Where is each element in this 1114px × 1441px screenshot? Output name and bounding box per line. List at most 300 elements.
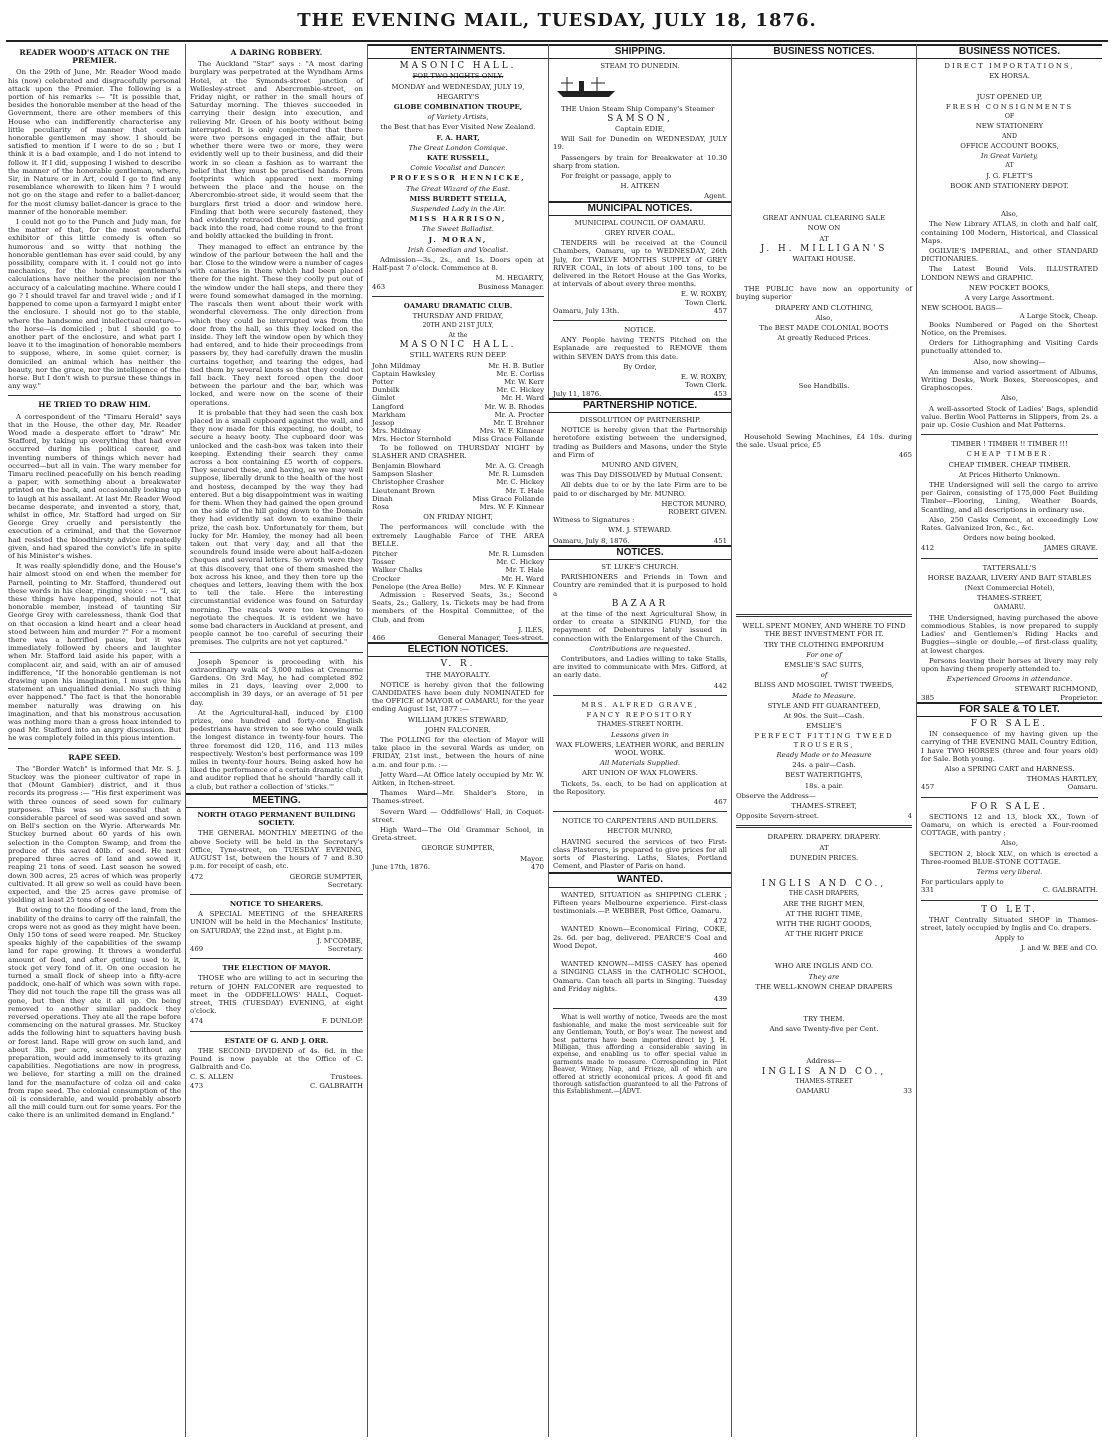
- section-header-shipping: SHIPPING.: [549, 44, 731, 59]
- ad-line: WILLIAM JUKES STEWARD,: [407, 715, 509, 724]
- section-header-business-notices: BUSINESS NOTICES.: [732, 44, 916, 59]
- ad-line: J. G. FLETT'S: [986, 171, 1033, 180]
- cast-list: [372, 362, 544, 444]
- ad-title: TATTERSALL'S: [982, 563, 1037, 572]
- ad-line: Opposite Severn-street.: [736, 812, 819, 821]
- ad-number: 470: [530, 862, 544, 871]
- ad-body: OGILVIE'S IMPERIAL, and other STANDARD DICTIONARIES.: [921, 247, 1098, 264]
- ad-line: OAMARU: [796, 1087, 830, 1096]
- ad-line: Suspended Lady in the Air.: [410, 205, 506, 214]
- ad-signature: GEORGE SUMPTER,: [289, 872, 363, 881]
- ad-line: The BEST MADE COLONIAL BOOTS: [759, 324, 889, 333]
- ad-line: AT: [1005, 162, 1014, 170]
- ad-signature-row: [190, 1073, 363, 1081]
- cast-actor: Miss Grace Follande: [472, 435, 544, 444]
- ad-line: HORSE BAZAAR, LIVERY AND BAIT STABLES: [927, 573, 1092, 582]
- ad-number: 467: [713, 798, 727, 807]
- divider: [921, 434, 1098, 435]
- ad-signature: ROBERT GIVEN.: [668, 507, 727, 516]
- ad-body: Books Numbered or Paged on the Shortest Notice, on the Premises.: [921, 320, 1098, 337]
- ad-line: NEW SCHOOL BAGS—: [921, 304, 1003, 313]
- ad-body: A SPECIAL MEETING of the SHEARERS UNION will be held in the Mechanics' Institute, on SATURDAY, the 22nd inst., at Eight p.m.: [190, 910, 363, 935]
- divider: [8, 748, 181, 749]
- cast-role: Mrs. Hector Sternhold: [372, 435, 452, 444]
- divider: [553, 320, 727, 321]
- ad-signature-title: Agent.: [704, 192, 727, 201]
- ad-line: Made to Measure.: [792, 691, 856, 700]
- ad-number: 412: [921, 544, 935, 553]
- page-columns: [4, 44, 1108, 1437]
- ad-number: 466: [372, 634, 386, 642]
- ad-title: THE MAYORALTY.: [425, 670, 491, 679]
- cast-actor: Mr. C. Hickey: [496, 558, 544, 567]
- ad-title: MUNICIPAL COUNCIL OF OAMARU.: [574, 218, 706, 227]
- cast-row: [372, 503, 544, 511]
- ad-line: NEW POCKET BOOKS,: [968, 283, 1051, 292]
- ad-signature-title: Secretary.: [327, 880, 363, 889]
- blank-space: [736, 864, 912, 878]
- ad-line: BLISS AND MOSGIEL TWIST TWEEDS,: [754, 681, 894, 690]
- ad-title: GREAT ANNUAL CLEARING SALE: [762, 214, 886, 223]
- ad-signature: JAMES GRAVE.: [1043, 544, 1098, 553]
- ad-line: TRY THE CLOTHING EMPORIUM: [764, 640, 884, 649]
- divider: [921, 797, 1098, 798]
- ad-signature: E. W. ROXBY,: [680, 373, 727, 382]
- ad-title: MASONIC HALL.: [399, 61, 517, 72]
- ad-body: WANTED Known—Economical Firing, COKE, 2s. 6d. per bag, delivered. PEARCE'S Coal and Wood Depot.: [553, 925, 727, 950]
- ad-body: Household Sewing Machines, £4 10s. during the sale. Usual price, £5: [736, 432, 912, 449]
- cast-role: Tosser: [372, 558, 395, 567]
- ad-line: JUST OPENED UP,: [976, 92, 1043, 101]
- cast-role: Crocker: [372, 574, 401, 583]
- ad-body: The performances will conclude with the extremely Laughable Farce of THE AREA BELLE.: [372, 523, 544, 548]
- ad-body: HAVING secured the services of two First-class Plasterers, is prepared to give prices for all sorts of Plastering. Laths, Slates, Portland Cement, and Plaster of Paris on hand.: [553, 837, 727, 871]
- cast-role: Dunbilk: [372, 386, 400, 395]
- cast-row: [372, 362, 544, 370]
- ad-line: Also a SPRING CART and HARNESS.: [944, 765, 1075, 774]
- ad-title: STEAM TO DUNEDIN.: [600, 62, 680, 71]
- cast-actor: Mr. A. G. Creagh: [485, 461, 544, 470]
- ad-signature-row: [553, 537, 727, 545]
- ad-body: For freight or passage, apply to: [561, 172, 672, 181]
- ad-number: 442: [713, 681, 727, 690]
- ad-line: SAMSON,: [607, 113, 673, 124]
- ad-body: Tickets, 5s. each, to be had on application at the Repository.: [553, 779, 727, 796]
- cast-role: Benjamin Blowhard: [372, 461, 441, 470]
- section-header-notices: NOTICES.: [549, 545, 731, 560]
- cast-actor: Mr. E. Corliss: [496, 369, 544, 378]
- ad-body: WANTED, SITUATION as SHIPPING CLERK ; Fifteen years Melbourne experience. First-class testimonials.—P. WEBBER, Post Office, Oamaru.: [553, 890, 727, 916]
- ad-signature-title: Town Clerk.: [685, 381, 727, 390]
- ad-line: of Variety Artists,: [427, 113, 489, 122]
- ad-signature: THOMAS HARTLEY,: [1026, 775, 1098, 784]
- cast-actor: Mr. C. Hickey: [496, 386, 544, 395]
- cast-row: [372, 427, 544, 435]
- divider: [553, 695, 727, 696]
- section-header-election-notices: ELECTION NOTICES.: [368, 642, 548, 657]
- ad-signature-title: Business Manager.: [478, 282, 544, 291]
- ad-title: MRS. ALFRED GRAVE,: [581, 700, 699, 709]
- ad-line: AT: [819, 234, 829, 243]
- section-header-entertainments: ENTERTAINMENTS.: [368, 44, 548, 59]
- ad-line: Observe the Address—: [736, 791, 816, 800]
- cast-actor: Mr. R. Lumsden: [488, 549, 544, 558]
- ad-line: PROFESSOR HENNICKE,: [390, 174, 526, 183]
- ad-line: MASONIC HALL.: [399, 340, 517, 351]
- ad-title: NOTICE.: [624, 326, 656, 335]
- ad-signature-row: [921, 886, 1098, 894]
- ad-number: 472: [190, 872, 204, 881]
- column-3: [368, 44, 549, 1437]
- ad-signature: HECTOR MUNRO,: [661, 499, 727, 508]
- ad-signature-row: [190, 873, 363, 881]
- cast-row: [372, 566, 544, 574]
- divider: [190, 958, 363, 959]
- column-2: [186, 44, 368, 1437]
- ad-title: NOTICE TO CARPENTERS AND BUILDERS.: [561, 817, 719, 826]
- ad-body: To be followed on THURSDAY NIGHT by SLASHER AND CRASHER.: [372, 443, 544, 460]
- ad-line: The Great London Comique.: [408, 143, 508, 152]
- ad-line: (Next Commercial Hotel),: [964, 583, 1055, 592]
- ad-signature-title: Proprietor.: [1060, 693, 1098, 702]
- cast-role: Mrs. Mildmay: [372, 427, 421, 436]
- ad-line: THURSDAY AND FRIDAY,: [412, 312, 504, 321]
- ad-line: ON FRIDAY NIGHT,: [423, 513, 493, 522]
- cast-role: Jessop: [372, 418, 395, 427]
- ad-signature-row: [553, 390, 727, 398]
- ad-signature-row: [372, 283, 544, 291]
- divider: [736, 825, 912, 828]
- section-header-wanted: WANTED.: [549, 872, 731, 887]
- ad-number: 453: [713, 389, 727, 398]
- section-header-for-sale: FOR SALE & TO LET.: [917, 702, 1102, 717]
- ad-signature: C. S. ALLEN: [190, 1073, 234, 1082]
- ad-number: 474: [190, 1017, 204, 1026]
- ad-title: DISSOLUTION OF PARTNERSHIP.: [579, 415, 701, 424]
- ad-signature: J. and W. BEE and CO.: [1020, 944, 1098, 953]
- ad-title: NOTICE TO SHEARERS.: [229, 899, 324, 908]
- ad-line: THAMES-STREET NORTH.: [596, 721, 684, 729]
- ad-line: AT THE RIGHT TIME,: [785, 909, 863, 918]
- ad-title: TO LET.: [981, 904, 1038, 915]
- ad-signature-row: [921, 544, 1098, 552]
- masthead: [6, 0, 1108, 42]
- ad-line: HEGARTY'S: [436, 92, 480, 101]
- ad-number: 331: [921, 886, 935, 895]
- cast-actor: Mr. H. Ward: [501, 574, 544, 583]
- ad-line: HECTOR MUNRO,: [607, 827, 673, 836]
- article-heading: READER WOOD'S ATTACK ON THE PREMIER.: [19, 48, 170, 66]
- ad-line: OFFICE ACCOUNT BOOKS,: [960, 142, 1059, 151]
- ad-body: THE Union Steam Ship Company's Steamer: [561, 104, 715, 113]
- section-header-meeting: MEETING.: [186, 793, 367, 808]
- ad-title: THE ELECTION OF MAYOR.: [222, 964, 331, 973]
- ad-body: The POLLING for the election of Mayor will take place in the several Wards as under, on FRIDAY, 21st inst., between the hours of nine a.m. and four p.m. :—: [372, 736, 544, 769]
- cast-row: [372, 575, 544, 583]
- ad-body: WANTED KNOWN—MISS CASEY has opened a SINGING CLASS in the CATHOLIC SCHOOL, Oamaru. Can teach all parts in Singing. Tuesday and Friday nights.: [553, 960, 727, 993]
- ad-line: MONDAY and WEDNESDAY, JULY 19,: [391, 82, 525, 91]
- ad-signature: GEORGE SUMPTER,: [421, 844, 495, 853]
- cast-actor: Mrs. W. F. Kinnear: [479, 582, 544, 591]
- article-heading: HE TRIED TO DRAW HIM.: [38, 400, 151, 410]
- cast-row: [372, 462, 544, 470]
- ad-line: WHO ARE INGLIS AND CO.: [774, 962, 874, 971]
- cast-actor: Mrs. W. F. Kinnear: [479, 502, 544, 511]
- ad-line: DRAPERY AND CLOTHING,: [774, 303, 874, 312]
- ad-title: TIMBER ! TIMBER !! TIMBER !!!: [951, 440, 1068, 449]
- ad-signature-row: [190, 945, 363, 953]
- ad-line: They are: [808, 972, 840, 981]
- ad-number: 4: [907, 812, 912, 821]
- ad-line: MISS BURDETT STELLA,: [409, 194, 507, 203]
- ad-body: Jetty Ward—At Office lately occupied by Mr. W. Aitken, in Itchen-street.: [372, 770, 544, 788]
- cast-role: Christopher Crasher: [372, 478, 445, 487]
- ad-line: THAMES-STREET,: [791, 801, 857, 810]
- ad-line: ARE THE RIGHT MEN,: [783, 899, 865, 908]
- ad-body: Orders for Lithographing and Visiting Cards punctually attended to.: [921, 339, 1098, 356]
- ad-line: AT: [819, 843, 829, 852]
- ad-line: In Great Variety,: [980, 152, 1039, 161]
- ad-signature-row: [553, 307, 727, 315]
- ad-line: THAMES-STREET,: [976, 594, 1043, 603]
- ad-line: Terms very liberal.: [976, 868, 1043, 877]
- cast-actor: Mrs. W. F. Kinnear: [479, 427, 544, 436]
- article-paragraph: The "Border Watch" is informed that Mr. S. J. Stuckey was the pioneer cultivator of rape in that (Mount Gambier) district, and it thus records its progress :— "His first experiment was with three ounces of seed sown for culinary purposes. This was so successful that a considerable parcel of seed was saved and sown on Bell's section on the Wyrie. Afterwards Mr. Stuckey burned about 60 yards of his own selection in the Compton Swamp, and from the produce of this saved 40lb. of seed. He next prepared three acres of land and sowed it, reaping 21 tons of seed. Last season he sowed down 300 acres, 25 acres of which was properly cultivated. It all grew so well as could have been expected, and the 25 acres gave promise of yielding at least 25 tons of seed.: [8, 764, 181, 905]
- ad-signature-row: [372, 863, 544, 871]
- cast-list: [372, 550, 544, 591]
- divider: [921, 900, 1098, 901]
- cast-role: Penelope (the Area Belle): [372, 582, 462, 591]
- divider: [553, 1008, 727, 1009]
- ad-signature-row: [190, 1017, 363, 1025]
- cast-row: [372, 419, 544, 427]
- cast-actor: Mr. H. Ward: [501, 394, 544, 403]
- ad-line: Witness to Signatures :: [553, 516, 635, 525]
- ad-line: Orders now being booked.: [963, 534, 1056, 543]
- cast-role: John Mildmay: [372, 361, 421, 370]
- ad-signature: C. GALBRAITH: [309, 1081, 363, 1090]
- ad-body: Passengers by train for Breakwater at 10.30 sharp from station.: [553, 153, 727, 170]
- cast-row: [372, 411, 544, 419]
- ad-signature-row: [736, 1087, 912, 1095]
- ad-body: Admission—3s., 2s., and 1s. Doors open at Half-past 7 o'clock. Commence at 8.: [372, 256, 544, 273]
- column-5: [732, 44, 917, 1437]
- ad-signature: WM. J. STEWARD.: [608, 526, 672, 535]
- cast-actor: Mr. W. Kerr: [504, 377, 544, 386]
- ad-number: 451: [713, 536, 727, 545]
- ad-body: THAT Centrally Situated SHOP in Thames-street, lately occupied by Inglis and Co. drapers.: [921, 915, 1098, 933]
- ad-line: PERFECT FITTING TWEED TROUSERS,: [754, 732, 894, 749]
- ad-line: THAMES-STREET: [795, 1077, 853, 1085]
- ad-signature: J. M'COMBE,: [317, 936, 363, 945]
- ad-line: ART UNION OF WAX FLOWERS.: [582, 769, 698, 778]
- cast-row: [372, 378, 544, 386]
- cast-row: [372, 403, 544, 411]
- ad-body: THOSE who are willing to act in securing the return of JOHN FALCONER are requested to meet in the ODDFELLOWS' HALL, Coquet-street, THIS (TUESDAY) EVENING, at eight o'clock.: [190, 974, 363, 1016]
- cast-row: [372, 495, 544, 503]
- ad-line: The Sweet Balladist.: [422, 225, 494, 234]
- ad-line: JOHN FALCONER.: [425, 725, 491, 734]
- ad-number: 385: [921, 693, 935, 702]
- ad-body: All debts due to or by the late Firm are to be paid to or discharged by Mr. MUNRO.: [553, 481, 727, 498]
- ad-line: Irish Comedian and Vocalist.: [407, 245, 509, 254]
- ad-line: Comic Vocalist and Dancer.: [410, 164, 506, 173]
- ad-line: Address—: [806, 1057, 842, 1066]
- ad-body: NOTICE is hereby given that the following CANDIDATES have been duly NOMINATED for the OFFICE of MAYOR of OAMARU, for the year ending August 1st, 1877 :—: [372, 680, 544, 714]
- ad-signature: C. GALBRAITH.: [1042, 886, 1098, 895]
- ad-line: EX HORSA.: [989, 72, 1030, 81]
- ad-line: INGLIS AND CO.,: [761, 878, 887, 889]
- blank-space: [921, 192, 1098, 208]
- ad-line: MISS HARRISON,: [409, 215, 507, 224]
- ad-number: 473: [190, 1081, 204, 1090]
- ad-line: GREY RIVER COAL.: [604, 229, 676, 238]
- ad-line: At greatly Reduced Prices.: [777, 334, 871, 343]
- article-paragraph: It was really splendidly done, and the House's hair almost stood on end when the member for Parnell, pointing to Mr. Stafford, thundered out these words in his clear, ringing voice : — "I, sir, these things have happened, should not that honorable member, instead of taunting Sir George Grey with carelessness, thank God that on that occasion a kind heart and a clear head stood between him and murder ?" For a moment there was a horrified pause, but it was immediately followed by cheers and laughter when Mr. Stafford laid aside his paper, with a complacent air, and said, with an air of amused indifference, "If the honorable gentleman is not drawing upon his imagination, I must give his statement an unqualified denial. No such thing ever happened." The fact is that the honorable member naturally was drawing on his imagination, and that his monstrous accusation was nothing more than a gross hoax intended to goad Mr. Stafford into an angry discussion. But he was completely foiled in this pious intention.: [8, 562, 181, 743]
- ad-line: NEW STATIONERY: [975, 122, 1044, 131]
- cast-row: [372, 583, 544, 591]
- ad-line: At Prices Hitherto Unknown.: [958, 470, 1061, 479]
- ad-number: 465: [898, 451, 912, 460]
- blank-space: [736, 940, 912, 960]
- article-paragraph: On the 29th of June, Mr. Reader Wood made his (now) celebrated and disgracefully personal attack upon the Premier. The following is a portion of his remarks :— "It is possible that, besides the honorable member at the head of the Government, there are other members of this House who can indifferently characterise any little peculiarity of manner that certain honorable gentlemen may show. I should be satisfied to mention if I were to do so ; but I think it is a bad example, and I do not intend to follow it. If I did, supposing I wished to describe the manner of the honorable gentleman, where, Sir, in Nature or in Art, could I go to find any resemblance wherewith to liken him ? I would not go on the stage and refer to a ballet-dancer, for the most clumsy ballet-dancer is grace to the manner of the honorable member.: [8, 68, 181, 216]
- ad-signature-row: [921, 783, 1098, 791]
- ad-line: 24s. a pair—Cash.: [792, 761, 856, 770]
- ad-number: 469: [190, 944, 204, 953]
- column-1: [4, 44, 186, 1437]
- ad-body: Severn Ward — Oddfellows' Hall, in Coquet-street.: [372, 807, 544, 824]
- ad-body: IN consequence of my having given up the carrying of THE EVENING MAIL Country Edition, I have TWO HORSES (three and four years old) for Sale. Both young.: [921, 730, 1098, 763]
- article-paragraph: They managed to effect an entrance by the window of the parlour between the hall and the bar. Close to the window were a number of cages with canaries in them which had been placed there for the night. These they coolly put out of the window under the hall steps, and there they were found somewhat damaged in the morning. The rascals then went about their work with wonderful cleverness. The only direction from which they could be interrupted was from the door from the hall, so this they locked on the inside. They left the window open by which they had entered, and to hide their proceedings from passers by, they had carefully drawn the muslin curtains together, and tearing the edges, had tied them by several knots so that they could not fall back. They next forced open the door between the parlour and the bar, which was locked, and were now on the scene of their operations.: [190, 242, 363, 407]
- ad-line: WAITAKI HOUSE.: [792, 255, 856, 264]
- ad-line: V. R.: [440, 659, 476, 670]
- divider: [190, 652, 363, 653]
- ad-line: NOW ON: [807, 224, 841, 233]
- ad-line: FANCY REPOSITORY: [586, 711, 694, 719]
- ad-number: 457: [713, 306, 727, 315]
- ad-line: And save Twenty-five per Cent.: [769, 1025, 879, 1034]
- cast-role: Dinah: [372, 494, 393, 503]
- ad-title: ESTATE OF G. AND J. ORR.: [224, 1036, 329, 1045]
- ad-line: BEST WATERTIGHTS,: [785, 771, 863, 780]
- ad-line: Lessons given in: [611, 730, 669, 739]
- blank-space: [736, 993, 912, 1013]
- ad-number: 439: [713, 995, 727, 1004]
- ad-body: ANY People having TENTS Pitched on the Esplanade are requested to REMOVE them within SEVEN DAYS from this date.: [553, 336, 727, 361]
- article-paragraph: The Auckland "Star" says : "A most daring burglary was perpetrated at the Wyndham Arms Hotel, at the Symonds-street junction of Wellesley-street and Abercrombie-street, on Friday night, or rather in the small hours of Saturday morning. The thieves succeeded in carrying their design into execution, and relieving Mr. Green of his booty without being interrupted. It is only conjectured that there were two persons engaged in the affair, but whether there were two or more, they were evidently well up to their business, and did their work in so clean a fashion as to warrant the belief that they must be practised hands. From footprints which appeared next morning between the place and the house on the Abercrombie-street side, it would seem that the burglars first tried a door and window here. Finding that both were securely fastened, they had evidently retraced their steps, and getting back into the road, had come round to the front and boldly attacked the building in front.: [190, 60, 363, 241]
- ad-number: 460: [713, 952, 727, 961]
- blank-space: [736, 459, 912, 609]
- ad-body: THE Undersigned, having purchased the above commodious Stables, is now prepared to supply Ladies' and Gentlemen's Riding Hacks and Buggies—single or double,—of first-class quality, at lowest charges.: [921, 613, 1098, 655]
- cast-actor: Mr. W. B. Rhodes: [484, 402, 544, 411]
- divider: [736, 614, 912, 617]
- ad-title: DRAPERY. DRAPERY. DRAPERY.: [767, 833, 881, 842]
- ad-body: The New Library ATLAS, in cloth and half calf, containing 100 Modern, Historical, and Classical Maps.: [921, 220, 1098, 245]
- ad-signature: H. AITKEN: [620, 182, 660, 191]
- masthead-title: THE EVENING MAIL, TUESDAY, JULY 18, 1876.: [297, 9, 817, 31]
- article-paragraph: A correspondent of the "Timaru Herald" says that in the House, the other day, Mr. Reader Wood made a desperate effort to "draw" Mr. Stafford, by taking up everything that had ever occurred during his political career, and inventing numbers of things which never had occurred—but all in vain. The wary member for Timaru reclined peacefully on his bench reading a paper, with something about a breakwater printed on the back, and occasionally looking up to laugh at his assailant. At last Mr. Reader Wood became desperate, and invented a story, that, whilst in office, Mr. Stafford had urged on Sir George Grey cruelly and persistently the execution of a criminal, and that the Governor had resisted the bloodthirsty advice repeatedly given, and had spared the convict's life in spite of his Minister's wishes.: [8, 412, 181, 560]
- ad-signature: F. DUNLOP.: [321, 1017, 363, 1026]
- cast-role: Walker Chalks: [372, 566, 423, 575]
- ad-signature: E. W. ROXBY,: [680, 290, 727, 299]
- ad-body: Will Sail for Dunedin on WEDNESDAY, JULY 19.: [553, 135, 727, 152]
- cast-role: Potter: [372, 377, 394, 386]
- blank-space: [736, 62, 912, 212]
- ad-body: Persons leaving their horses at livery may rely upon having them properly attended to.: [921, 656, 1098, 673]
- ad-date: July 11, 1876.: [553, 389, 602, 398]
- steamship-icon: [553, 75, 623, 99]
- cast-row: [372, 370, 544, 378]
- ad-line: A very Large Assortment.: [964, 294, 1055, 303]
- ad-signature: STEWART RICHMOND,: [1014, 685, 1098, 694]
- ad-line: MUNRO AND GIVEN,: [601, 460, 679, 469]
- ad-line: A Large Stock, Cheap.: [1019, 312, 1098, 321]
- ad-title: FOR SALE.: [970, 719, 1049, 730]
- divider: [8, 395, 181, 396]
- article-paragraph: But owing to the flooding of the land, from the inability of the drains to carry off the rainfall, the crops were not as good as they might have been. Only 150 tons of seed were reaped. Mr. Stuckey speaks highly of the capabilities of the swamp land for rape growing. It throws a wonderful amount of feed, and after getting used to it, stock get very fond of it. On one occasion he turned a small flock of sheep into a fifty-acre paddock, one-half of which was sown with rape. They did not touch the rape till the grass was all gone, but then they ate it all up. On being removed to another similar paddock they reversed operations. They ate all the rape before commencing on the natural grasses. Mr. Stuckey adds the following hint to squatters having bush or forest land. Rape will grow on such land, and about 3lb. per acre, scattered without any preparation, would add immensely to its grazing capabilities. Negotiations are now in progress, we believe, for starting a mill on the drained land for the manufacture of colza oil and cake from rape seed. The colonial consumption of the oil is considerable, and would probably absorb all the mill could turn out for some years. For the cake there is an unlimited demand in England.": [8, 906, 181, 1120]
- ad-body: at the time of the next Agricultural Show, in order to create a SINKING FUND, for the repayment of Debentures lately issued in connection with the Enlargement of the Church.: [553, 609, 727, 643]
- ad-body: THE Undersigned will sell the cargo to arrive per Gairen, consisting of 175,000 Feet Building Timber—Flooring, Lining, Weather Boards, Scantling, and all descriptions in ordinary use.: [921, 480, 1098, 514]
- section-header-partnership-notice: PARTNERSHIP NOTICE.: [549, 398, 731, 413]
- cast-role: Markham: [372, 410, 406, 419]
- ad-line: Also, now showing—: [973, 357, 1046, 366]
- ad-line: AT THE RIGHT PRICE: [784, 930, 864, 939]
- ad-line: Also,: [1000, 839, 1019, 848]
- ad-body: THE SECOND DIVIDEND of 4s. 6d. in the Pound is now payable at the Office of C. Galbraith and Co.: [190, 1046, 363, 1072]
- ad-line: 18s. a pair.: [804, 781, 844, 790]
- cast-actor: Mr. T. Hale: [505, 486, 544, 495]
- ad-line: WAX FLOWERS, LEATHER WORK, and BERLIN WOOL WORK.: [555, 740, 725, 758]
- ad-signature-row: [190, 1082, 363, 1090]
- ad-signature-title: Trustees.: [330, 1073, 363, 1082]
- ad-body: An immense and varied assortment of Albums, Writing Desks, Work Boxes, Stereoscopes, and Graphoscopes.: [921, 367, 1098, 393]
- ad-body: Thames Ward—Mr. Shalder's Store, in Thames-street.: [372, 789, 544, 806]
- blank-space: [736, 1035, 912, 1055]
- divider: [372, 296, 544, 297]
- cast-row: [372, 550, 544, 558]
- ad-line: INGLIS AND CO.,: [761, 1066, 887, 1077]
- ad-signature-title: Mayor.: [520, 854, 544, 863]
- ad-signature-row: [736, 812, 912, 820]
- ad-line: FOR TWO NIGHTS ONLY.: [412, 72, 504, 81]
- ad-line: All Materials Supplied.: [599, 759, 681, 768]
- ad-signature-row: [372, 634, 544, 642]
- blank-space: [736, 265, 912, 285]
- ad-line: F. A. HART,: [436, 133, 480, 142]
- ad-line: TRY THEM.: [803, 1014, 845, 1023]
- ad-signature-title: Secretary.: [327, 944, 363, 953]
- ad-body: was This Day DISSOLVED by Mutual Consent.: [561, 471, 723, 480]
- cast-list: [372, 462, 544, 511]
- ad-body: A well-assorted Stock of Ladies' Bags, splendid value. Berlin Wool Patterns in Slippers, from 2s. a pair up. Cosie Cushion and Mat Patterns.: [921, 404, 1098, 429]
- ad-line: Experienced Grooms in attendance.: [946, 675, 1073, 684]
- ad-line: CHEAP TIMBER. CHEAP TIMBER.: [948, 460, 1071, 469]
- ad-line: Also,: [815, 313, 833, 322]
- ad-signature: M. HEGARTY,: [495, 274, 544, 283]
- cast-row: [372, 394, 544, 402]
- ad-line: FRESH CONSIGNMENTS: [945, 102, 1074, 111]
- ad-signature-title: General Manager, Tees-street.: [438, 634, 544, 642]
- ad-line: For particulars apply to: [921, 878, 1004, 887]
- ad-line: STILL WATERS RUN DEEP.: [409, 351, 507, 360]
- cast-role: Rosa: [372, 502, 389, 511]
- divider: [190, 894, 363, 895]
- ad-body: THE GENERAL MONTHLY MEETING of the above Society will be held in the Secretary's Office, Tyne-street, on TUESDAY EVENING, AUGUST 1st, between the hours of 7 and 8.30 p.m. for receipt of cash, etc.: [190, 829, 363, 871]
- ad-line: BAZAAR: [611, 598, 669, 609]
- ad-date: June 17th, 1876.: [372, 862, 430, 871]
- ad-number: 463: [372, 282, 386, 291]
- ad-title: NORTH OTAGO PERMANENT BUILDING SOCIETY.: [197, 811, 356, 828]
